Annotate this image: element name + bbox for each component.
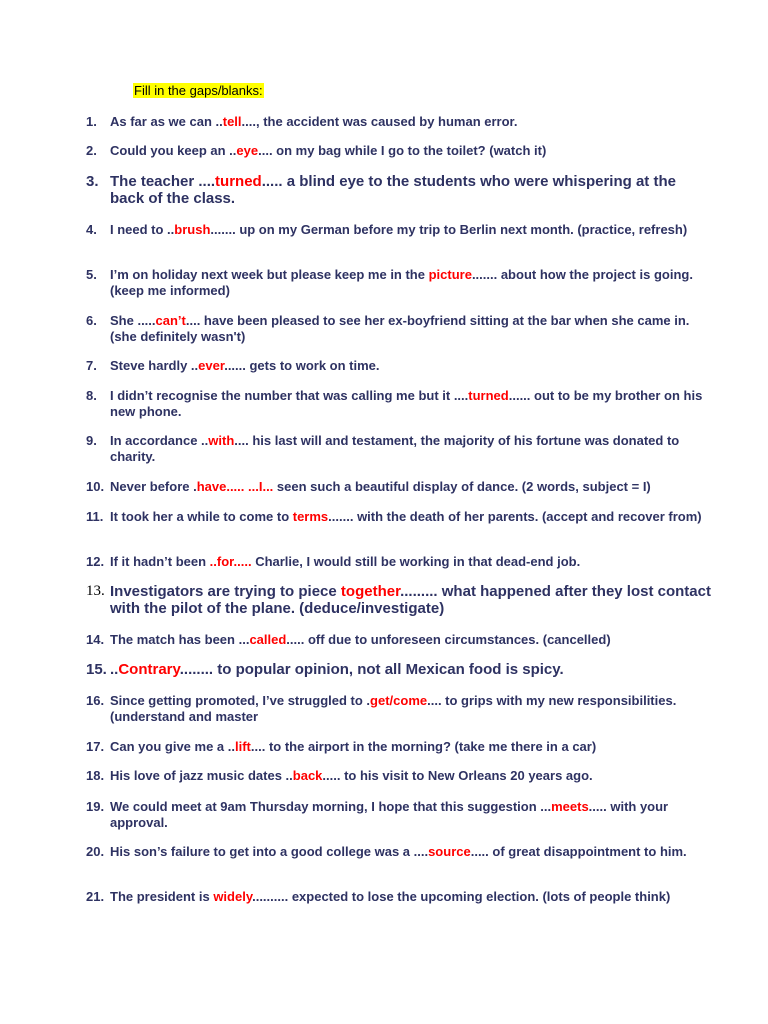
item-number: 9.: [86, 433, 97, 448]
answer-word: picture: [428, 267, 472, 282]
item-sentence: [110, 768, 714, 784]
sentence-before: His son’s failure to get into a good college was a ....: [110, 844, 429, 859]
answer-word: widely: [213, 889, 253, 904]
answer-word: Contrary: [118, 661, 180, 678]
item-number: 13.: [86, 583, 105, 599]
answer-word: tell: [222, 114, 242, 129]
answer-word: brush: [174, 222, 211, 237]
answer-word: can’t: [155, 313, 186, 328]
exercise-item: [86, 844, 714, 860]
item-number: 5.: [86, 267, 97, 282]
exercise-item: [86, 388, 714, 419]
sentence-before: The teacher ....: [110, 173, 216, 190]
answer-word: called: [249, 632, 287, 647]
answer-word: turned: [468, 388, 509, 403]
item-number: 10.: [86, 479, 105, 494]
sentence-before: In accordance ..: [110, 433, 209, 448]
item-sentence: [110, 433, 714, 464]
answer-word: have..... ...I...: [196, 479, 274, 494]
item-number: 6.: [86, 313, 97, 328]
sentence-after: ........ to popular opinion, not all Mexican food is spicy.: [179, 661, 564, 678]
sentence-after: .... on my bag while I go to the toilet? (watch it): [258, 143, 547, 158]
item-number: 16.: [86, 693, 105, 708]
answer-word: get/come: [370, 693, 428, 708]
sentence-after: ...... out to be my brother on his new phone.: [110, 388, 703, 419]
sentence-before: ..: [110, 661, 119, 678]
exercise-item: [86, 632, 714, 648]
item-number: 18.: [86, 768, 105, 783]
item-number: 20.: [86, 844, 105, 859]
item-sentence: [110, 661, 714, 678]
item-number: 17.: [86, 739, 105, 754]
sentence-after: ....... up on my German before my trip to Berlin next month. (practice, refresh): [210, 222, 688, 237]
item-sentence: [110, 799, 714, 830]
sentence-before: The match has been ...: [110, 632, 250, 647]
item-sentence: [110, 693, 714, 724]
answer-word: with: [208, 433, 235, 448]
answer-word: ..for.....: [209, 554, 252, 569]
item-number: 7.: [86, 358, 97, 373]
item-number: 3.: [86, 173, 99, 190]
item-sentence: [110, 632, 714, 648]
sentence-before: I didn’t recognise the number that was calling me but it ....: [110, 388, 469, 403]
answer-word: source: [428, 844, 471, 859]
exercise-item: [86, 739, 714, 755]
exercise-item: [86, 479, 714, 495]
item-sentence: [110, 267, 714, 298]
sentence-after: ..... a blind eye to the students who were whispering at the back of the class.: [110, 173, 676, 207]
item-sentence: [110, 313, 714, 344]
sentence-after: ..... to his visit to New Orleans 20 years ago.: [322, 768, 593, 783]
sentence-after: ..... off due to unforeseen circumstances. (cancelled): [286, 632, 611, 647]
item-number: 1.: [86, 114, 97, 129]
item-sentence: [110, 479, 714, 495]
answer-word: lift: [235, 739, 251, 754]
sentence-after: ....... with the death of her parents. (accept and recover from): [328, 509, 702, 524]
answer-word: together: [340, 583, 401, 600]
exercise-item: [86, 661, 714, 678]
exercise-item: [86, 583, 714, 617]
exercise-item: [86, 554, 714, 570]
sentence-before: Could you keep an ..: [110, 143, 237, 158]
item-sentence: [110, 739, 714, 755]
item-number: 21.: [86, 889, 105, 904]
sentence-after: seen such a beautiful display of dance. (2 words, subject = I): [273, 479, 651, 494]
sentence-after: ..... of great disappointment to him.: [470, 844, 687, 859]
answer-word: ever: [198, 358, 225, 373]
item-number: 2.: [86, 143, 97, 158]
item-sentence: [110, 509, 714, 525]
exercise-item: [86, 799, 714, 830]
item-sentence: [110, 889, 714, 905]
exercise-item: [86, 693, 714, 724]
sentence-after: .... his last will and testament, the majority of his fortune was donated to charity.: [110, 433, 680, 464]
sentence-before: The president is: [110, 889, 214, 904]
exercise-item: [86, 173, 714, 207]
sentence-before: Investigators are trying to piece: [110, 583, 341, 600]
item-sentence: [110, 358, 714, 374]
item-sentence: [110, 143, 714, 159]
sentence-before: It took her a while to come to: [110, 509, 293, 524]
sentence-after: ...... gets to work on time.: [224, 358, 380, 373]
sentence-after: ....... about how the project is going. (keep me informed): [110, 267, 693, 298]
exercise-item: [86, 433, 714, 464]
item-number: 19.: [86, 799, 105, 814]
sentence-after: ..... with your approval.: [110, 799, 669, 830]
worksheet-heading: Fill in the gaps/blanks:: [134, 83, 263, 98]
item-number: 4.: [86, 222, 97, 237]
item-sentence: [110, 844, 714, 860]
sentence-after: .......... expected to lose the upcoming election. (lots of people think): [252, 889, 671, 904]
sentence-after: .... to grips with my new responsibilities. (understand and master: [110, 693, 677, 724]
exercise-item: [86, 313, 714, 344]
exercise-item: [86, 768, 714, 784]
sentence-before: If it hadn’t been: [110, 554, 210, 569]
item-number: 15.: [86, 661, 107, 678]
item-number: 11.: [86, 509, 104, 524]
item-number: 14.: [86, 632, 105, 647]
answer-word: meets: [551, 799, 589, 814]
item-sentence: [110, 222, 714, 238]
item-number: 8.: [86, 388, 97, 403]
sentence-before: His love of jazz music dates ..: [110, 768, 293, 783]
answer-word: terms: [292, 509, 329, 524]
exercise-item: [86, 267, 714, 298]
exercise-item: [86, 143, 714, 159]
sentence-before: Can you give me a ..: [110, 739, 235, 754]
sentence-before: I’m on holiday next week but please keep me in the: [110, 267, 429, 282]
sentence-before: She .....: [110, 313, 156, 328]
exercise-item: [86, 889, 714, 905]
item-sentence: [110, 114, 714, 130]
exercise-item: [86, 358, 714, 374]
sentence-before: We could meet at 9am Thursday morning, I hope that this suggestion ...: [110, 799, 552, 814]
item-sentence: [110, 173, 714, 207]
sentence-before: Since getting promoted, I’ve struggled to .: [110, 693, 371, 708]
sentence-after: Charlie, I would still be working in that dead-end job.: [251, 554, 581, 569]
sentence-after: .... to the airport in the morning? (take me there in a car): [250, 739, 597, 754]
exercise-item: [86, 509, 714, 525]
sentence-after: ......... what happened after they lost contact with the pilot of the plane. (deduce/investigate): [110, 583, 711, 617]
sentence-before: Never before .: [110, 479, 197, 494]
sentence-before: I need to ..: [110, 222, 175, 237]
sentence-after: .... have been pleased to see her ex-boyfriend sitting at the bar when she came in. (she definitely wasn't): [110, 313, 690, 344]
item-sentence: [110, 388, 714, 419]
item-number: 12.: [86, 554, 105, 569]
exercise-item: [86, 222, 714, 238]
exercise-item: [86, 114, 714, 130]
item-sentence: [110, 554, 714, 570]
sentence-before: As far as we can ..: [110, 114, 223, 129]
answer-word: eye: [236, 143, 259, 158]
sentence-after: ...., the accident was caused by human error.: [241, 114, 518, 129]
answer-word: turned: [215, 173, 262, 190]
answer-word: back: [292, 768, 323, 783]
sentence-before: Steve hardly ..: [110, 358, 199, 373]
item-sentence: [110, 583, 714, 617]
